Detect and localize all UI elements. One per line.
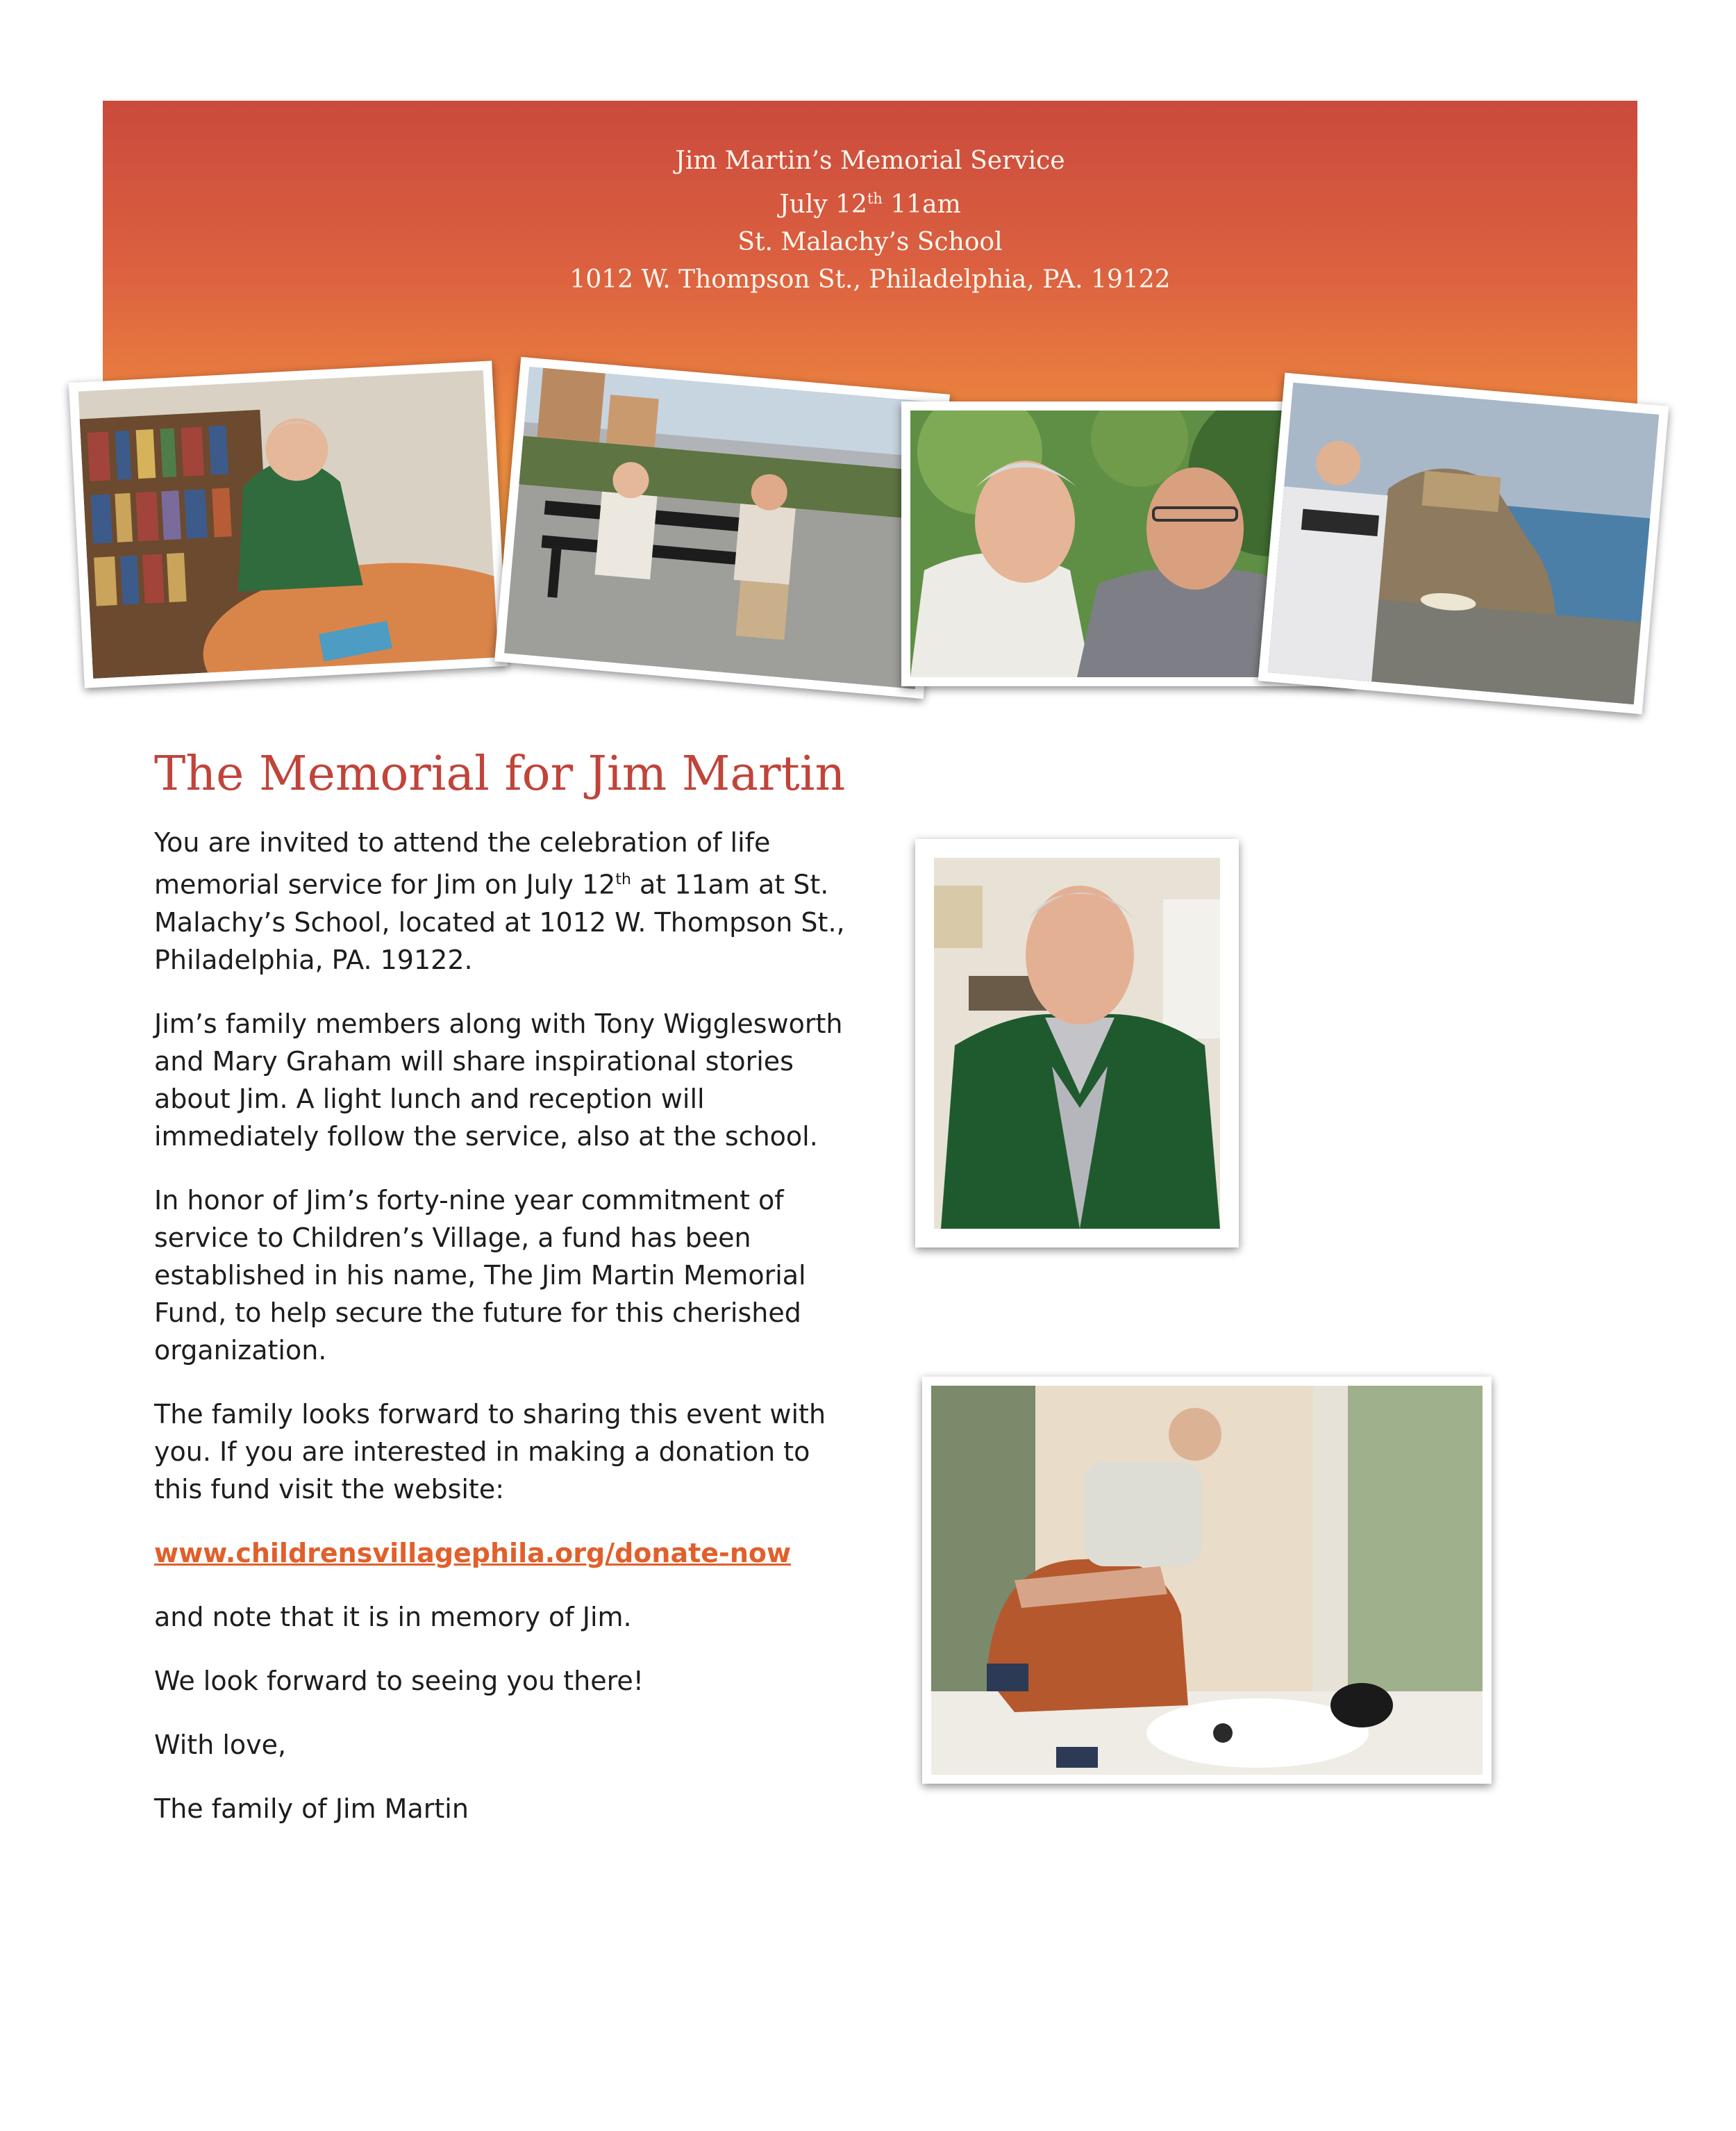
donate-link[interactable]: www.childrensvillagephila.org/donate-now [154, 1537, 792, 1568]
fund-paragraph: In honor of Jim’s forty-nine year commitment of service to Children’s Village, a fund has been established in his name, The Jim Martin Memorial Fund, to help secure the future for this cherished organization. [154, 1184, 806, 1366]
photo-bench [494, 357, 950, 699]
service-address: 1012 W. Thompson St., Philadelphia, PA. 19122 [569, 265, 1171, 294]
photo-icon [504, 367, 940, 689]
photo-office [69, 360, 508, 688]
service-details [103, 142, 1637, 299]
sign-off: With love, [154, 1729, 287, 1760]
closing-line: We look forward to seeing you there! [154, 1665, 644, 1696]
photo-icon [1268, 383, 1660, 705]
photo-icon [934, 858, 1220, 1229]
page-title: The Memorial for Jim Martin [154, 747, 846, 802]
photo-armchair-dog [922, 1377, 1492, 1784]
photo-coast [1258, 373, 1669, 715]
service-date: July 12th 11am [779, 190, 961, 219]
memory-note: and note that it is in memory of Jim. [154, 1601, 632, 1632]
speakers-paragraph: Jim’s family members along with Tony Wigglesworth and Mary Graham will share inspirational stories about Jim. A light lunch and reception will immediately follow the service, also at the school. [154, 1008, 843, 1152]
photo-icon [78, 370, 499, 679]
signature: The family of Jim Martin [154, 1793, 469, 1824]
main-content [154, 747, 849, 1854]
invitation-paragraph: You are invited to attend the celebration of life memorial service for Jim on July 12th at 11am at St. Malachy’s School, located at 1012 W. Thompson St., Philadelphia, PA. 19122. [154, 827, 845, 975]
donation-paragraph: The family looks forward to sharing this event with you. If you are interested in making a donation to this fund visit the website: [154, 1398, 826, 1504]
photo-icon [931, 1386, 1483, 1775]
service-venue: St. Malachy’s School [737, 228, 1003, 256]
service-title: Jim Martin’s Memorial Service [675, 147, 1065, 175]
photo-portrait [915, 839, 1239, 1247]
